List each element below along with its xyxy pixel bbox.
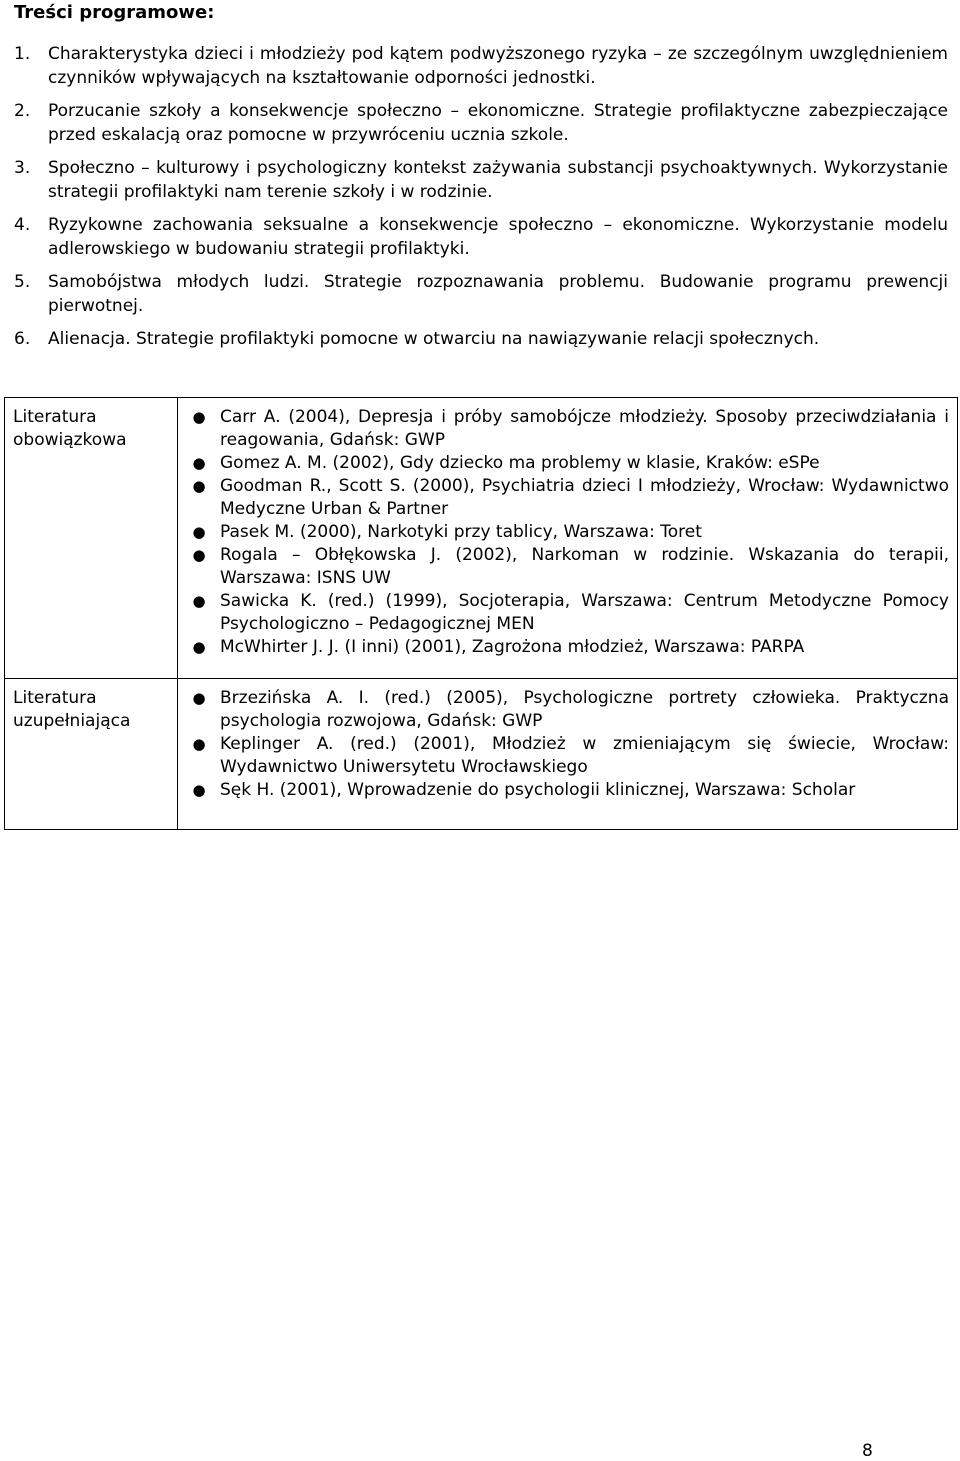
contents-item <box>14 328 954 352</box>
literature-entry-text: Goodman R., Scott S. (2000), Psychiatria dzieci I młodzieży, Wrocław: Wydawnictwo Medyczne Urban & Partner <box>220 476 949 519</box>
item-number: 4. <box>14 215 31 235</box>
bullet-icon: ● <box>192 638 206 656</box>
literature-entry-text: Brzezińska A. I. (red.) (2005), Psychologiczne portrety człowieka. Praktyczna psychologia rozwojowa, Gdańsk: GWP <box>220 688 949 731</box>
literature-entry <box>178 733 949 779</box>
literature-entry <box>178 544 949 590</box>
literature-entry-text: Keplinger A. (red.) (2001), Młodzież w zmieniającym się świecie, Wrocław: Wydawnictwo Uniwersytetu Wrocławskiego <box>220 734 949 777</box>
item-number: 1. <box>14 44 31 64</box>
item-number: 6. <box>14 329 31 349</box>
bullet-icon: ● <box>192 454 206 472</box>
literature-entry <box>178 687 949 733</box>
bullet-icon: ● <box>192 408 206 426</box>
literature-entry <box>178 521 949 544</box>
item-number: 5. <box>14 272 31 292</box>
literature-entry <box>178 590 949 636</box>
section-heading: Treści programowe: <box>14 2 215 23</box>
bullet-icon: ● <box>192 523 206 541</box>
literature-entry-text: Sawicka K. (red.) (1999), Socjoterapia, Warszawa: Centrum Metodyczne Pomocy Psychologiczno – Pedagogicznej MEN <box>220 591 949 634</box>
literature-entry-text: Rogala – Obłękowska J. (2002), Narkoman w rodzinie. Wskazania do terapii, Warszawa: ISNS UW <box>220 545 949 588</box>
literature-entry <box>178 452 949 475</box>
item-text: Samobójstwa młodych ludzi. Strategie rozpoznawania problemu. Budowanie programu prewencji pierwotnej. <box>48 272 948 316</box>
literature-entry-text: McWhirter J. J. (I inni) (2001), Zagrożona młodzież, Warszawa: PARPA <box>220 637 805 657</box>
contents-item <box>14 157 954 204</box>
required-literature-list <box>178 406 949 659</box>
literature-entry <box>178 406 949 452</box>
literature-entry-text: Sęk H. (2001), Wprowadzenie do psychologii klinicznej, Warszawa: Scholar <box>220 780 856 800</box>
literature-entry <box>178 475 949 521</box>
supplementary-literature-row <box>5 679 958 830</box>
item-text: Ryzykowne zachowania seksualne a konsekwencje społeczno – ekonomiczne. Wykorzystanie modelu adlerowskiego w budowaniu strategii profilaktyki. <box>48 215 948 259</box>
contents-item <box>14 271 954 318</box>
literature-entry <box>178 636 949 659</box>
required-literature-label: Literatura obowiązkowa <box>5 398 178 679</box>
literature-table <box>4 397 958 830</box>
literature-entry <box>178 779 949 802</box>
supplementary-literature-cell <box>178 679 958 830</box>
literature-entry-text: Pasek M. (2000), Narkotyki przy tablicy, Warszawa: Toret <box>220 522 702 542</box>
program-contents-list <box>14 43 954 362</box>
bullet-icon: ● <box>192 592 206 610</box>
bullet-icon: ● <box>192 689 206 707</box>
supplementary-literature-label: Literatura uzupełniająca <box>5 679 178 830</box>
item-text: Alienacja. Strategie profilaktyki pomocne w otwarciu na nawiązywanie relacji społecznych. <box>48 329 820 349</box>
item-text: Społeczno – kulturowy i psychologiczny kontekst zażywania substancji psychoaktywnych. Wykorzystanie strategii profilaktyki nam terenie szkoły i w rodzinie. <box>48 158 948 202</box>
page-number: 8 <box>862 1441 873 1461</box>
bullet-icon: ● <box>192 781 206 799</box>
contents-item <box>14 100 954 147</box>
contents-item <box>14 214 954 261</box>
supplementary-literature-list <box>178 687 949 802</box>
bullet-icon: ● <box>192 546 206 564</box>
item-text: Porzucanie szkoły a konsekwencje społeczno – ekonomiczne. Strategie profilaktyczne zabezpieczające przed eskalacją oraz pomocne w przywróceniu ucznia szkole. <box>48 101 948 145</box>
literature-entry-text: Carr A. (2004), Depresja i próby samobójcze młodzieży. Sposoby przeciwdziałania i reagowania, Gdańsk: GWP <box>220 407 949 450</box>
item-number: 2. <box>14 101 31 121</box>
bullet-icon: ● <box>192 477 206 495</box>
bullet-icon: ● <box>192 735 206 753</box>
item-number: 3. <box>14 158 31 178</box>
contents-item <box>14 43 954 90</box>
required-literature-row <box>5 398 958 679</box>
item-text: Charakterystyka dzieci i młodzieży pod kątem podwyższonego ryzyka – ze szczególnym uwzględnieniem czynników wpływających na kształtowanie odporności jednostki. <box>48 44 948 88</box>
literature-entry-text: Gomez A. M. (2002), Gdy dziecko ma problemy w klasie, Kraków: eSPe <box>220 453 820 473</box>
required-literature-cell <box>178 398 958 679</box>
